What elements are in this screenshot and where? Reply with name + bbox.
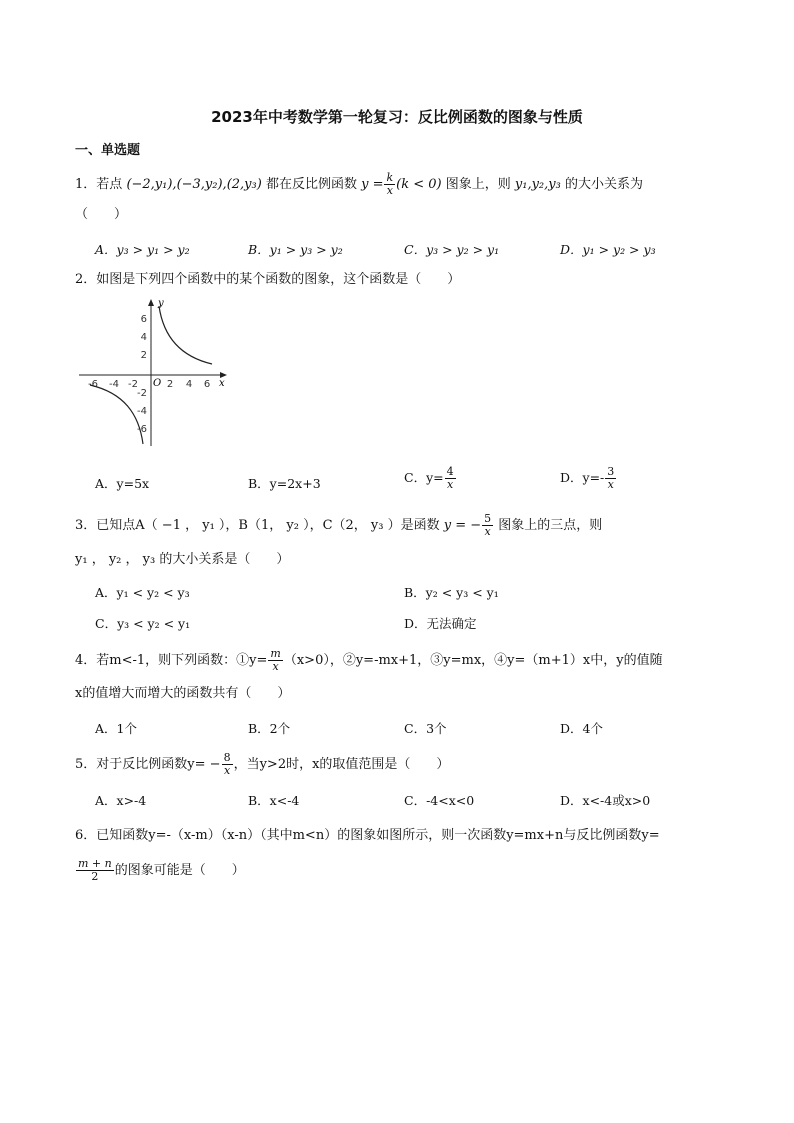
q2-function-graph [76,296,236,448]
q1-frac-num: k [386,171,394,184]
question-3 [75,513,602,538]
frac-num: 3 [607,465,615,478]
q1-vars: y₁,y₂,y₃ [514,177,561,192]
q1-option-a[interactable]: A．y₃ > y₁ > y₂ [95,242,190,257]
q3-func-lhs: y = − [443,518,482,533]
q4-option-a[interactable]: A．1个 [95,721,137,736]
q1-points: (−2,y₁),(−3,y₂),(2,y₃) [126,177,262,192]
x-tick-label: 6 [203,379,211,390]
q3-option-d[interactable]: D．无法确定 [404,616,477,631]
q5-option-c[interactable]: C．-4<x<0 [404,793,475,808]
q6-line1: 已知函数y=-（x-m）（x-n）（其中m<n）的图象如图所示，则一次函数y=mx+n与反比例函数y= [96,828,660,843]
q3-text2: 图象上的三点，则 [498,518,603,533]
section-heading: 一、单选题 [75,143,141,158]
q3-option-a[interactable]: A．y₁ < y₂ < y₃ [95,585,190,600]
q4-text1b: （x>0），②y=-mx+1，③y=mx，④y=（m+1）x中，y的值随 [283,653,663,668]
q5-option-b[interactable]: B．x<-4 [248,793,300,808]
q4-number: 4． [75,653,97,668]
q1-frac-den: x [386,184,393,197]
q2-option-a[interactable]: A．y=5x [95,476,150,491]
y-axis-arrow [148,299,154,306]
q2-option-c-fraction [445,466,456,491]
q1-mid: 都在反比例函数 [265,177,357,192]
frac-den: x [484,525,491,538]
q2-option-d-pre: D．y=- [560,470,605,485]
q5-sign: − [209,757,221,772]
q1-option-c[interactable]: C．y₃ > y₂ > y₁ [404,242,500,257]
frac-num: 5 [484,512,492,525]
question-5 [75,752,449,777]
q5-option-d[interactable]: D．x<-4或x>0 [560,793,651,808]
frac-den: x [607,478,614,491]
q6-fraction [76,858,114,883]
hyperbola-branch-third-quadrant [90,385,143,444]
q6-number: 6． [75,828,97,843]
q3-option-b[interactable]: B．y₂ < y₃ < y₁ [404,585,499,600]
frac-den: x [223,764,231,777]
x-tick-label: 2 [166,379,174,390]
q4-option-d[interactable]: D．4个 [560,721,603,736]
y-tick-label: -2 [137,388,147,399]
q5-text1: 对于反比例函数y= [96,757,206,772]
frac-num: m + n [78,857,112,870]
q2-option-c-pre: C．y= [404,470,444,485]
q2-option-d-fraction [605,466,616,491]
q1-pre: 若点 [96,177,123,192]
x-tick-label: -2 [128,379,138,390]
q3-line2: y₁ ， y₂ ， y₃ 的大小关系是（ ） [75,552,290,567]
x-tick-label: 4 [185,379,193,390]
q5-text2: ，当y>2时，x的取值范围是（ ） [233,757,450,772]
q2-option-c[interactable] [404,466,457,491]
q1-fraction [384,172,395,197]
q1-option-b[interactable]: B．y₁ > y₃ > y₂ [248,242,343,257]
frac-num: m [270,647,281,660]
page-title: 2023年中考数学第一轮复习：反比例函数的图象与性质 [211,108,583,126]
frac-den: 2 [91,870,99,883]
q1-option-d[interactable]: D．y₁ > y₂ > y₃ [560,242,656,257]
question-2 [75,271,460,289]
q4-option-c[interactable]: C．3个 [404,721,447,736]
q1-func-cond: (k < 0) [396,177,442,192]
q5-fraction [222,752,233,777]
y-tick-label: 2 [140,350,147,361]
x-tick-label: -4 [109,379,119,390]
q3-option-c[interactable]: C．y₃ < y₂ < y₁ [95,616,191,631]
q1-tail: 的大小关系为 [564,177,643,192]
y-tick-label: -4 [137,406,147,417]
frac-num: 8 [223,751,231,764]
x-tick-label: -6 [88,379,98,390]
q4-text1a: 若m<-1，则下列函数：①y= [96,653,268,668]
y-tick-label: 6 [140,314,147,325]
question-4 [75,648,663,673]
q5-option-a[interactable]: A．x>-4 [95,793,147,808]
frac-den: x [272,660,279,673]
q2-option-d[interactable] [560,466,617,491]
q3-text1: 已知点A（ −1 ， y₁ ），B（1， y₂ ），C（2， y₃ ）是函数 [96,518,440,533]
frac-den: x [447,478,454,491]
q2-option-b[interactable]: B．y=2x+3 [248,476,321,491]
q4-fraction [268,648,282,673]
y-axis-label: y [158,298,164,309]
hyperbola-branch-first-quadrant [159,306,212,364]
origin-label: O [153,378,162,389]
q3-number: 3． [75,518,97,533]
y-tick-label: 4 [140,332,147,343]
y-tick-label: -6 [137,424,147,435]
frac-num: 4 [446,465,454,478]
question-6 [75,827,660,845]
q1-answer-paren: （ ） [75,207,128,222]
q4-line2: x的值增大而增大的函数共有（ ） [75,686,291,701]
q2-text: 如图是下列四个函数中的某个函数的图象，这个函数是（ ） [96,272,461,287]
q1-func-lhs: y = [361,177,384,192]
q3-fraction [482,513,493,538]
question-1 [75,172,643,197]
q6-line2: 的图象可能是（ ） [114,863,245,878]
q4-option-b[interactable]: B．2个 [248,721,291,736]
q6-line2-wrap [75,858,245,883]
q1-post: 图象上，则 [445,177,511,192]
x-axis-label: x [219,378,225,389]
q5-number: 5． [75,757,97,772]
q2-number: 2． [75,272,97,287]
q1-number: 1． [75,177,97,192]
